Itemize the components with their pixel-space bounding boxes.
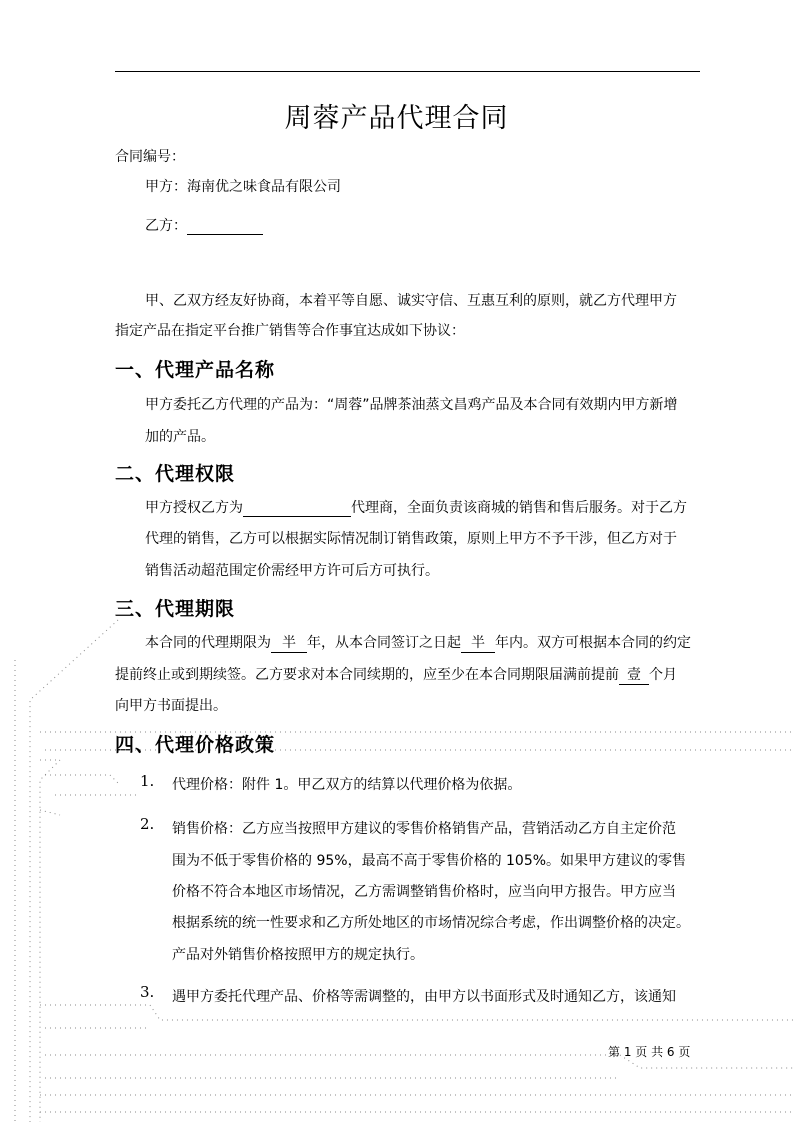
term-value: 半 xyxy=(271,632,307,653)
s3-text-d: 提前终止或到期续签。乙方要求对本合同续期的，应至少在本合同期限届满前提前 xyxy=(115,667,619,683)
section-2-line-1 xyxy=(145,497,687,517)
party-b-label: 乙方： xyxy=(145,218,187,234)
header-rule xyxy=(115,71,700,72)
section-2-line-3: 销售活动超范围定价需经甲方许可后方可执行。 xyxy=(145,563,439,579)
section-3-line-1 xyxy=(145,632,691,653)
s2-text-b: 代理商，全面负责该商城的销售和售后服务。对于乙方 xyxy=(351,500,687,516)
item-3-number: 3. xyxy=(140,983,155,1001)
section-1-line-2: 加的产品。 xyxy=(145,429,215,445)
party-a-label: 甲方： xyxy=(145,179,187,195)
s3-text-a: 本合同的代理期限为 xyxy=(145,635,271,651)
section-3-line-3: 向甲方书面提出。 xyxy=(115,698,227,714)
item-2-line-2: 围为不低于零售价格的 95%，最高不高于零售价格的 105%。如果甲方建议的零售 xyxy=(172,853,687,869)
section-1-heading: 一、代理产品名称 xyxy=(115,359,276,381)
s2-text-a: 甲方授权乙方为 xyxy=(145,500,243,516)
contract-title: 周蓉产品代理合同 xyxy=(284,103,509,134)
item-2-number: 2. xyxy=(140,815,155,833)
party-a xyxy=(145,176,341,196)
section-3-heading: 三、代理期限 xyxy=(115,598,236,620)
item-2-line-1: 销售价格：乙方应当按照甲方建议的零售价格销售产品，营销活动乙方自主定价范 xyxy=(172,821,676,837)
item-1-line-1: 代理价格：附件 1。甲乙双方的结算以代理价格为依据。 xyxy=(172,777,522,793)
section-4-heading: 四、代理价格政策 xyxy=(115,734,276,756)
s3-text-b: 年，从本合同签订之日起 xyxy=(307,635,461,651)
contract-no-label: 合同编号： xyxy=(115,149,185,165)
section-2-heading: 二、代理权限 xyxy=(115,463,236,485)
item-2-line-5: 产品对外销售价格按照甲方的规定执行。 xyxy=(172,947,424,963)
intro-line-2: 指定产品在指定平台推广销售等合作事宜达成如下协议： xyxy=(115,323,465,339)
party-a-value: 海南优之味食品有限公司 xyxy=(187,179,341,195)
section-3-line-2 xyxy=(115,664,677,685)
s3-text-e: 个月 xyxy=(649,667,677,683)
section-1-line-1: 甲方委托乙方代理的产品为：“周蓉”品牌茶油蒸文昌鸡产品及本合同有效期内甲方新增 xyxy=(145,397,678,413)
page-footer: 第 1 页 共 6 页 xyxy=(608,1045,691,1059)
term-value-2: 半 xyxy=(461,632,495,653)
intro-line-1: 甲、乙双方经友好协商，本着平等自愿、诚实守信、互惠互利的原则，就乙方代理甲方 xyxy=(145,293,677,309)
party-b-blank xyxy=(187,218,263,235)
party-b xyxy=(145,215,263,235)
s3-text-c: 年内。双方可根据本合同的约定 xyxy=(495,635,691,651)
item-2-line-4: 根据系统的统一性要求和乙方所处地区的市场情况综合考虑，作出调整价格的决定。 xyxy=(172,915,690,931)
item-3-line-1: 遇甲方委托代理产品、价格等需调整的，由甲方以书面形式及时通知乙方，该通知 xyxy=(172,989,676,1005)
item-1-number: 1. xyxy=(140,772,155,790)
agent-type-blank xyxy=(243,500,351,517)
notice-months: 壹 xyxy=(619,664,649,685)
item-2-line-3: 价格不符合本地区市场情况，乙方需调整销售价格时，应当向甲方报告。甲方应当 xyxy=(172,884,676,900)
section-2-line-2: 代理的销售，乙方可以根据实际情况制订销售政策，原则上甲方不予干涉，但乙方对于 xyxy=(145,531,677,547)
